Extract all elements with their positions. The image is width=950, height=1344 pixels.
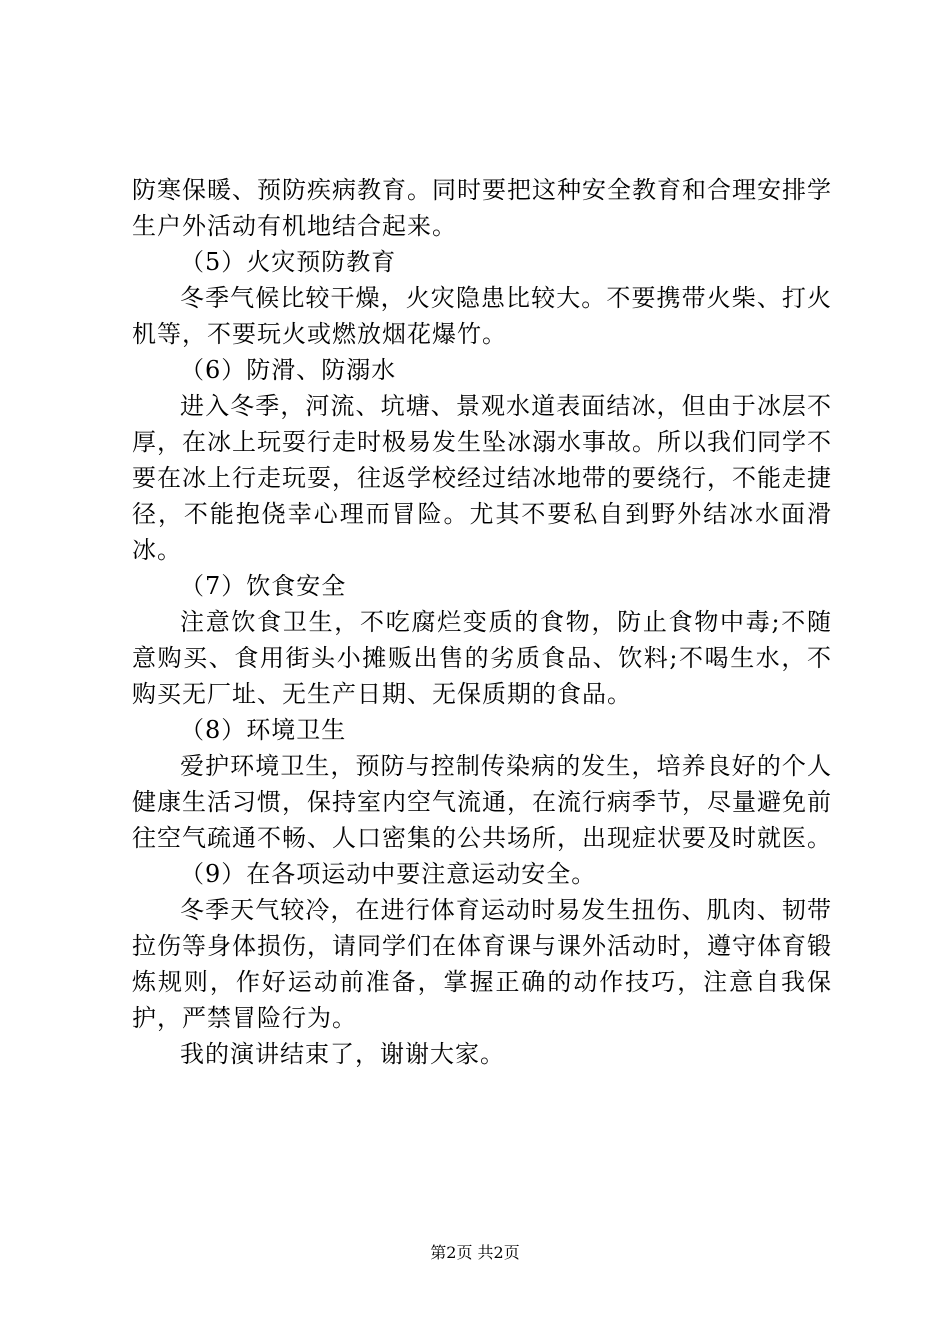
- section-heading-anti-slip-drowning: （6）防滑、防溺水: [180, 356, 397, 384]
- paragraph-continued: 防寒保暖、预防疾病教育。同时要把这种安全教育和合理安排学生户外活动有机地结合起来。: [132, 176, 832, 240]
- paragraph-environment-hygiene: 爱护环境卫生，预防与控制传染病的发生，培养良好的个人健康生活习惯，保持室内空气流通，在流行病季节，尽量避免前往空气疏通不畅、人口密集的公共场所，出现症状要及时就医。: [132, 752, 832, 852]
- paragraph-sports-safety: 冬季天气较冷，在进行体育运动时易发生扭伤、肌肉、韧带拉伤等身体损伤，请同学们在体育课与课外活动时，遵守体育锻炼规则，作好运动前准备，掌握正确的动作技巧，注意自我保护，严禁冒险行为。: [132, 896, 832, 1032]
- paragraph-food-safety: 注意饮食卫生，不吃腐烂变质的食物，防止食物中毒;不随意购买、食用街头小摊贩出售的劣质食品、饮料;不喝生水，不购买无厂址、无生产日期、无保质期的食品。: [132, 608, 832, 708]
- paragraph-closing: 我的演讲结束了，谢谢大家。: [180, 1040, 505, 1068]
- section-heading-environment-hygiene: （8）环境卫生: [180, 716, 347, 744]
- section-heading-sports-safety: （9）在各项运动中要注意运动安全。: [180, 860, 597, 888]
- page-number-footer: 第2页 共2页: [430, 1243, 520, 1262]
- paragraph-anti-slip-drowning: 进入冬季，河流、坑塘、景观水道表面结冰，但由于冰层不厚，在冰上玩耍行走时极易发生坠冰溺水事故。所以我们同学不要在冰上行走玩耍，往返学校经过结冰地带的要绕行，不能走捷径，不能抱侥幸心理而冒险。尤其不要私自到野外结冰水面滑冰。: [132, 392, 832, 564]
- document-body: [132, 172, 832, 1072]
- section-heading-fire-prevention: （5）火灾预防教育: [180, 248, 397, 276]
- section-heading-food-safety: （7）饮食安全: [180, 572, 347, 600]
- paragraph-fire-prevention: 冬季气候比较干燥，火灾隐患比较大。不要携带火柴、打火机等，不要玩火或燃放烟花爆竹。: [132, 284, 832, 348]
